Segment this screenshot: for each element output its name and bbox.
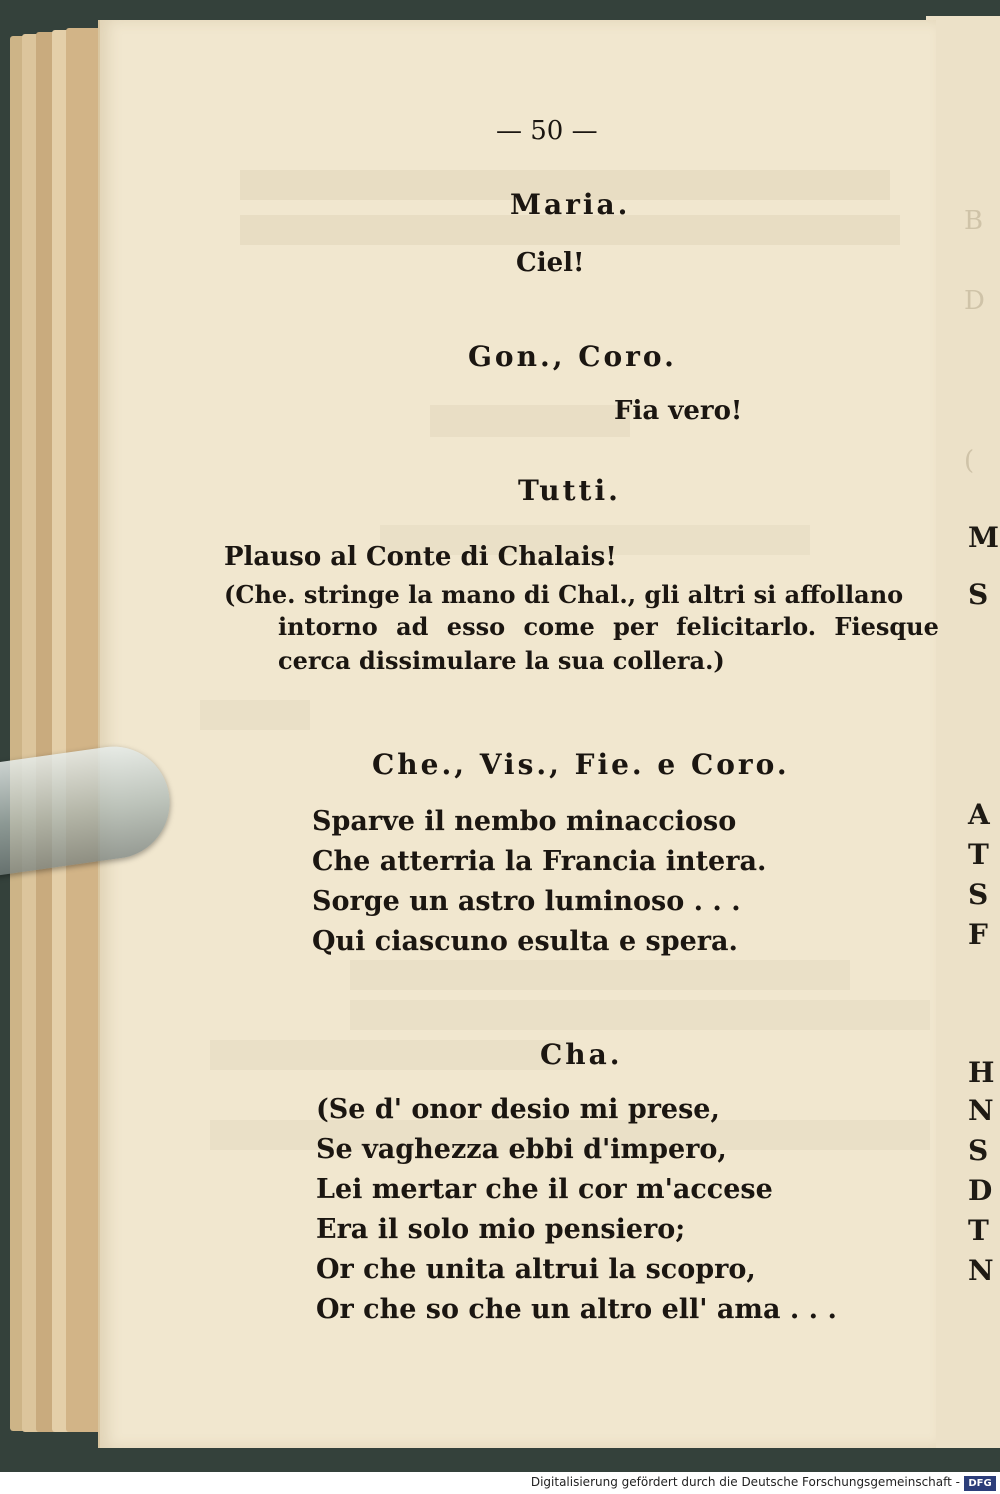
stage-direction: cerca dissimulare la sua collera.) [278,646,725,675]
bleed-through [350,1000,930,1030]
dialogue-line: Ciel! [516,248,585,278]
bleed-through: B [964,206,984,236]
verse-line: Sparve il nembo minaccioso [312,806,737,837]
book-page [98,20,939,1448]
verse-line: Qui ciascuno esulta e spera. [312,926,738,957]
speaker-name: Tutti. [518,474,621,507]
dialogue-line: Plauso al Conte di Chalais! [224,542,617,572]
bleed-through [200,700,310,730]
dfg-logo: DFG [964,1476,996,1491]
bleed-through [350,960,850,990]
next-page-glyph: A [968,798,990,831]
verse-line: Or che so che un altro ell' ama . . . [316,1294,837,1325]
bleed-through [430,405,630,437]
speaker-name: Maria. [510,188,631,221]
funding-notice: Digitalisierung gefördert durch die Deutsche Forschungsgemeinschaft - [530,1475,960,1489]
next-page-glyph: F [968,918,988,951]
verse-line: Lei mertar che il cor m'accese [316,1174,773,1205]
next-page-glyph: T [968,838,989,871]
next-page-glyph: T [968,1214,989,1247]
next-page-glyph: S [968,878,989,911]
digitization-footer [0,1472,1000,1494]
verse-line: (Se d' onor desio mi prese, [316,1094,720,1125]
page-number: — 50 — [496,116,598,146]
next-page-glyph: M [968,521,999,554]
verse-line: Sorge un astro luminoso . . . [312,886,741,917]
bleed-through: ( [964,446,975,476]
bleed-through: D [964,286,985,316]
verse-line: Se vaghezza ebbi d'impero, [316,1134,727,1165]
speaker-name: Cha. [540,1038,623,1071]
next-page-glyph: S [968,1134,989,1167]
speaker-name: Che., Vis., Fie. e Coro. [372,748,790,781]
next-page-glyph: S [968,578,989,611]
verse-line: Or che unita altrui la scopro, [316,1254,756,1285]
next-page-glyph: D [968,1174,993,1207]
next-page-edge [926,16,1000,1448]
bleed-through [210,1040,570,1070]
dialogue-line: Fia vero! [614,396,743,426]
stage-direction: intorno ad esso come per felicitarlo. Fiesque [278,612,939,641]
verse-line: Era il solo mio pensiero; [316,1214,686,1245]
next-page-glyph: H [968,1056,995,1089]
speaker-name: Gon., Coro. [468,340,677,373]
next-page-glyph: N [968,1254,994,1287]
stage-direction: (Che. stringe la mano di Chal., gli altri si affollano [224,580,904,609]
verse-line: Che atterria la Francia intera. [312,846,767,877]
next-page-glyph: N [968,1094,994,1127]
